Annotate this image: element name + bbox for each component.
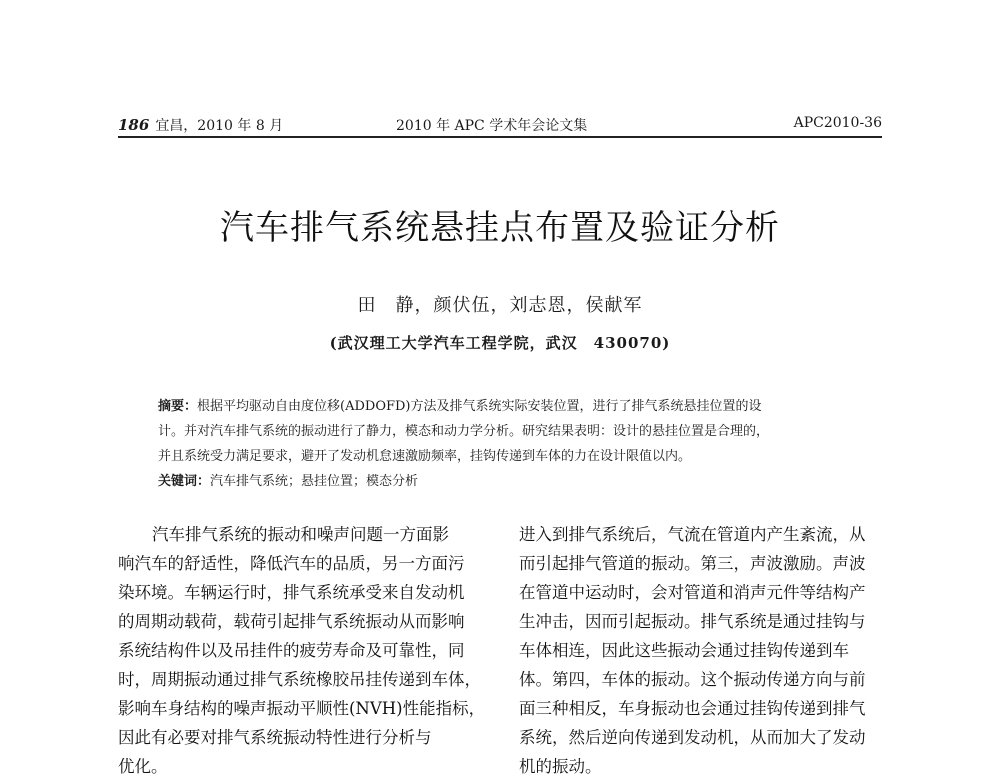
body-line: 生冲击，因而引起振动。排气系统是通过挂钩与 <box>519 612 866 631</box>
body-line: 染环境。车辆运行时，排气系统承受来自发动机 <box>118 583 465 602</box>
header-proceedings: 2010 年 APC 学术年会论文集 <box>396 118 588 134</box>
body-line: 响汽车的舒适性，降低汽车的品质，另一方面污 <box>118 554 465 573</box>
page-number: 186 <box>118 116 150 134</box>
author-list: 田 静，颜伏伍，刘志恩，侯献军 <box>357 295 643 316</box>
body-line: 进入到排气系统后，气流在管道内产生紊流，从 <box>519 525 866 544</box>
header-rule <box>118 136 882 138</box>
keywords-line <box>158 469 848 494</box>
body-line: 影响车身结构的噪声振动平顺性(NVH)性能指标， <box>118 699 486 718</box>
abstract-line: 计。并对汽车排气系统的振动进行了静力，模态和动力学分析。研究结果表明：设计的悬挂位置是合理的， <box>158 424 770 439</box>
body-line: 在管道中运动时，会对管道和消声元件等结构产 <box>519 583 866 602</box>
body-line: 优化。 <box>118 757 168 776</box>
abstract-label: 摘要： <box>158 399 198 414</box>
body-line: 机的振动。 <box>519 757 602 776</box>
abstract-text: 根据平均驱动自由度位移(ADDOFD)方法及排气系统实际安装位置，进行了排气系统悬挂位置的设 <box>197 399 762 414</box>
keywords-text: 汽车排气系统；悬挂位置；模态分析 <box>210 474 419 489</box>
body-line: 系统结构件以及吊挂件的疲劳寿命及可靠性，同 <box>118 641 465 660</box>
body-left-column <box>118 520 490 781</box>
body-line: 车体相连，因此这些振动会通过挂钩传递到车 <box>519 641 849 660</box>
affiliation: (武汉理工大学汽车工程学院，武汉 430070) <box>329 334 671 352</box>
body-line: 面三种相反，车身振动也会通过挂钩传递到排气 <box>519 699 866 718</box>
body-line: 时，周期振动通过排气系统橡胶吊挂传递到车体， <box>118 670 481 689</box>
body-line: 系统，然后逆向传递到发动机，从而加大了发动 <box>519 728 866 747</box>
abstract-line: 并且系统受力满足要求，避开了发动机怠速激励频率，挂钩传递到车体的力在设计限值以内。 <box>158 449 692 464</box>
body-right-column <box>519 520 891 781</box>
header-left <box>118 115 283 135</box>
running-header <box>118 115 882 135</box>
keywords-label: 关键词： <box>158 474 211 489</box>
body-line: 因此有必要对排气系统振动特性进行分析与 <box>118 728 432 747</box>
paper-title: 汽车排气系统悬挂点布置及验证分析 <box>220 208 780 248</box>
body-line: 的周期动载荷，载荷引起排气系统振动从而影响 <box>118 612 465 631</box>
header-paper-id: APC2010-36 <box>793 115 882 131</box>
body-line: 而引起排气管道的振动。第三，声波激励。声波 <box>519 554 866 573</box>
body-line: 汽车排气系统的振动和噪声问题一方面影 <box>152 525 449 544</box>
abstract-block <box>158 394 848 494</box>
abstract-line <box>158 394 848 419</box>
header-location-date: 宜昌，2010 年 8 月 <box>155 118 284 134</box>
body-line: 体。第四，车体的振动。这个振动传递方向与前 <box>519 670 866 689</box>
